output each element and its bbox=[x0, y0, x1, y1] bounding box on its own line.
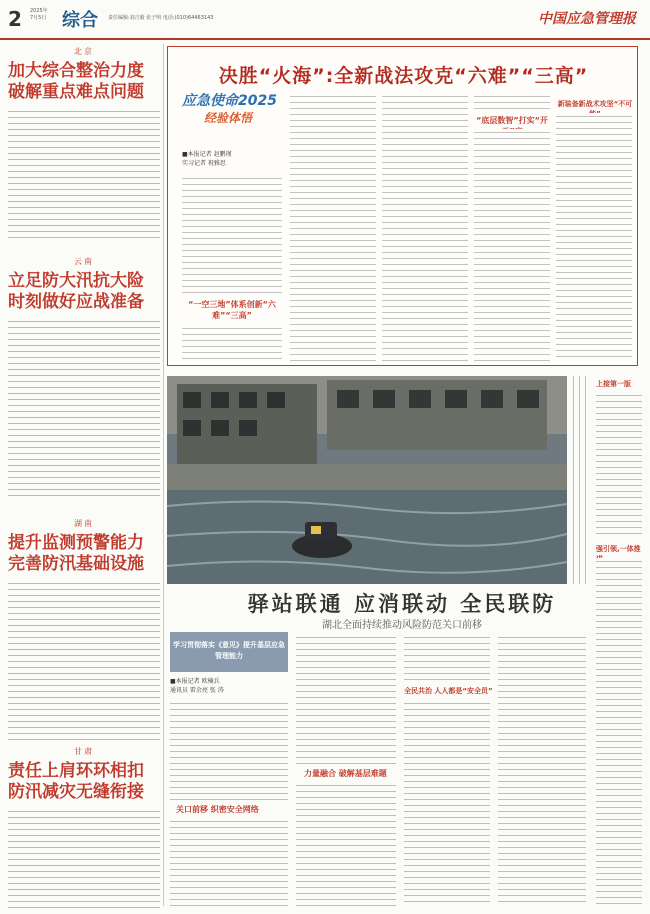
flood-drill-photo bbox=[167, 376, 567, 584]
news-item-yunnan bbox=[8, 256, 160, 498]
issue-date-year: 2025年 bbox=[30, 8, 48, 14]
photo-illustration bbox=[167, 376, 567, 584]
byline-correspondents: 通讯员 雷余亮 张 涛 bbox=[170, 687, 224, 694]
bottom-byline bbox=[170, 677, 288, 695]
body-text bbox=[182, 325, 282, 361]
issue-date bbox=[30, 8, 48, 22]
body-text bbox=[170, 700, 288, 800]
bottom-headline: 驿站联通 应消联动 全民联防 bbox=[247, 592, 557, 616]
body-text bbox=[596, 392, 642, 538]
byline-reporter: ■本报记者 赵鹏瑾 bbox=[182, 151, 232, 158]
feature-subhead-3: 新装备新战术攻坚“不可 bbox=[557, 100, 633, 108]
news-item-beijing bbox=[8, 46, 160, 238]
region-label: 甘肃 bbox=[74, 747, 94, 756]
left-column bbox=[8, 46, 160, 906]
emblem-subtitle: 经验体悟 bbox=[204, 111, 253, 125]
body-text bbox=[170, 818, 288, 906]
body-text bbox=[182, 175, 282, 295]
body-text bbox=[556, 113, 632, 361]
bottom-subheadline: 湖北全面持续推动风险防范关口前移 bbox=[322, 620, 482, 631]
body-text bbox=[382, 93, 468, 361]
emblem-title: 应急使命2025 bbox=[182, 93, 277, 109]
bottom-subhead-3: 全民共治 人人都是“安全员” bbox=[404, 687, 493, 695]
bottom-subhead-1: 关口前移 织密安全网络 bbox=[176, 805, 259, 814]
continuation-label: 上接第一版 bbox=[596, 380, 631, 388]
feature-article bbox=[167, 46, 638, 366]
region-label: 湖南 bbox=[74, 519, 94, 528]
news-item-hunan bbox=[8, 518, 160, 740]
series-tag: 学习贯彻落实《意见》提升基层应急管理能力 bbox=[170, 632, 288, 672]
region-label: 云南 bbox=[74, 257, 94, 266]
body-text bbox=[296, 634, 396, 764]
body-text bbox=[8, 108, 160, 238]
feature-subhead-1: “一空三地”体系创新“六难”“三高” bbox=[188, 300, 276, 320]
bottom-subhead-2: 力量融合 破解基层难题 bbox=[304, 769, 387, 778]
series-emblem bbox=[182, 93, 282, 145]
body-text bbox=[474, 129, 550, 361]
byline-reporter: ■本报记者 欧楠兵 bbox=[170, 678, 220, 685]
body-text bbox=[404, 634, 490, 682]
masthead bbox=[0, 0, 650, 40]
body-text bbox=[8, 318, 160, 498]
newspaper-logo: 中国应急管理报 bbox=[538, 11, 636, 27]
body-text bbox=[296, 782, 396, 906]
issue-date-day: 7月5日 bbox=[30, 15, 47, 21]
feature-byline bbox=[182, 150, 282, 168]
feature-headline: 决胜“火海”:全新战法攻克“六难”“三高” bbox=[218, 65, 589, 87]
section-title: 综合 bbox=[62, 10, 98, 31]
body-text bbox=[404, 700, 490, 906]
byline-intern: 实习记者 祝雅思 bbox=[182, 160, 226, 167]
photo-caption bbox=[570, 376, 590, 584]
page-number: 2 bbox=[8, 7, 22, 31]
right-subhead: 强引领,一体推 bbox=[596, 545, 641, 553]
news-item-gansu bbox=[8, 746, 160, 912]
body-text bbox=[474, 93, 550, 111]
news-headline: 立足防大汛抗大险 时刻做好应战准备 bbox=[8, 271, 144, 312]
body-text bbox=[498, 634, 586, 906]
body-text bbox=[8, 580, 160, 740]
editor-line: 责任编辑:刘吉毅 张子明 电话:(010)64463143 bbox=[108, 15, 214, 21]
region-label: 北京 bbox=[74, 47, 94, 56]
news-headline: 提升监测预警能力 完善防汛基础设施 bbox=[8, 533, 144, 574]
column-divider bbox=[163, 44, 164, 906]
feature-subhead-2: “底层数智”打实“开 bbox=[476, 116, 548, 125]
news-headline: 责任上肩环环相扣 防汛减灾无缝衔接 bbox=[8, 761, 144, 802]
news-headline: 加大综合整治力度 破解重点难点问题 bbox=[8, 61, 144, 102]
body-text bbox=[8, 808, 160, 912]
body-text bbox=[290, 93, 376, 361]
